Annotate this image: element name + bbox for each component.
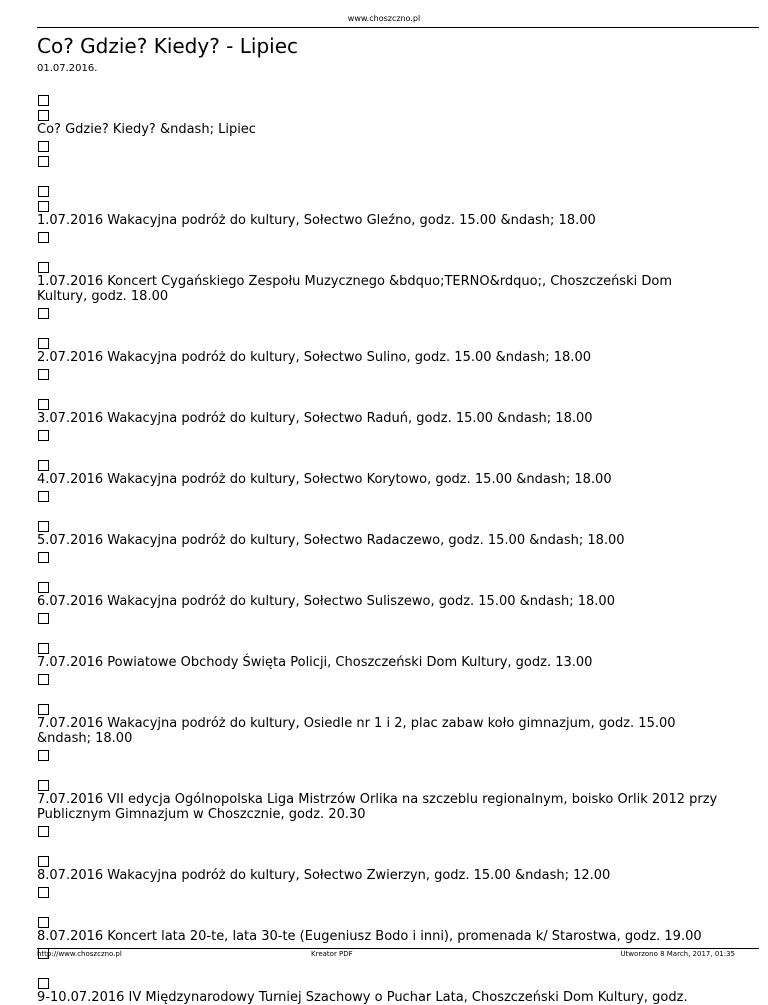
missing-image-icon [38,521,49,532]
event-text: 7.07.2016 VII edycja Ogólnopolska Liga Mistrzów Orlika na szczeblu regionalnym, boisko Orlik 2012 przy [37,792,718,807]
event-item [37,274,737,304]
missing-image-icon [38,369,49,380]
event-text: 9-10.07.2016 IV Międzynarodowy Turniej Szachowy o Puchar Lata, Choszczeński Dom Kultury, godz. [37,990,688,1005]
page-title: Co? Gdzie? Kiedy? - Lipiec [37,34,299,58]
event-text: Kultury, godz. 18.00 [37,289,169,304]
missing-image-icon [38,399,49,410]
footer-url: http://www.choszczno.pl [37,950,122,958]
footer-generator: Kreator PDF [311,950,353,958]
missing-image-icon [38,232,49,243]
missing-image-icon [38,613,49,624]
missing-image-icon [38,95,49,106]
missing-image-icon [38,674,49,685]
event-text: 1.07.2016 Koncert Cygańskiego Zespołu Muzycznego &bdquo;TERNO&rdquo;, Choszczeński Dom [37,274,672,289]
missing-image-icon [38,308,49,319]
missing-image-icon [38,338,49,349]
publish-date: 01.07.2016. [37,63,98,74]
article-body [37,91,737,1005]
event-item [37,594,737,609]
event-item [37,213,737,228]
event-item [37,472,737,487]
event-text: 5.07.2016 Wakacyjna podróż do kultury, Sołectwo Radaczewo, godz. 15.00 &ndash; 18.00 [37,533,625,548]
event-text: 4.07.2016 Wakacyjna podróż do kultury, Sołectwo Korytowo, godz. 15.00 &ndash; 18.00 [37,472,612,487]
missing-image-icon [38,750,49,761]
header-url: www.choszczno.pl [347,14,421,23]
event-item [37,929,737,944]
event-text: &ndash; 18.00 [37,731,133,746]
missing-image-icon [38,110,49,121]
missing-image-icon [38,430,49,441]
event-text: 8.07.2016 Wakacyjna podróż do kultury, Sołectwo Zwierzyn, godz. 15.00 &ndash; 12.00 [37,868,611,883]
missing-image-icon [38,201,49,212]
missing-image-icon [38,917,49,928]
missing-image-icon [38,186,49,197]
event-item [37,990,737,1005]
footer-divider [37,948,759,949]
event-item [37,350,737,365]
missing-image-icon [38,780,49,791]
missing-image-icon [38,582,49,593]
event-text: Publicznym Gimnazjum w Choszcznie, godz. 20.30 [37,807,366,822]
missing-image-icon [38,643,49,654]
event-text: 3.07.2016 Wakacyjna podróż do kultury, Sołectwo Raduń, godz. 15.00 &ndash; 18.00 [37,411,593,426]
missing-image-icon [38,141,49,152]
event-item [37,411,737,426]
missing-image-icon [38,262,49,273]
event-item [37,655,737,670]
event-text: 6.07.2016 Wakacyjna podróż do kultury, Sołectwo Suliszewo, godz. 15.00 &ndash; 18.00 [37,594,615,609]
event-text: 7.07.2016 Powiatowe Obchody Święta Policji, Choszczeński Dom Kultury, godz. 13.00 [37,655,593,670]
missing-image-icon [38,491,49,502]
missing-image-icon [38,460,49,471]
event-item [37,868,737,883]
event-list [37,201,737,1005]
event-item [37,792,737,822]
event-text: 2.07.2016 Wakacyjna podróż do kultury, Sołectwo Sulino, godz. 15.00 &ndash; 18.00 [37,350,591,365]
missing-image-icon [38,978,49,989]
event-text: 8.07.2016 Koncert lata 20-te, lata 30-te (Eugeniusz Bodo i inni), promenada k/ Starostwa, godz. 19.00 [37,929,702,944]
inner-title: Co? Gdzie? Kiedy? &ndash; Lipiec [37,122,256,137]
missing-image-icon [38,552,49,563]
missing-image-icon [38,856,49,867]
missing-image-icon [38,156,49,167]
event-text: 1.07.2016 Wakacyjna podróż do kultury, Sołectwo Gleźno, godz. 15.00 &ndash; 18.00 [37,213,596,228]
event-text: 7.07.2016 Wakacyjna podróż do kultury, Osiedle nr 1 i 2, plac zabaw koło gimnazjum, godz. 15.00 [37,716,676,731]
event-item [37,533,737,548]
header-divider [37,27,759,28]
missing-image-icon [38,887,49,898]
event-item [37,716,737,746]
missing-image-icon [38,704,49,715]
missing-image-icon [38,826,49,837]
footer-created: Utworzono 8 March, 2017, 01:35 [620,950,735,958]
